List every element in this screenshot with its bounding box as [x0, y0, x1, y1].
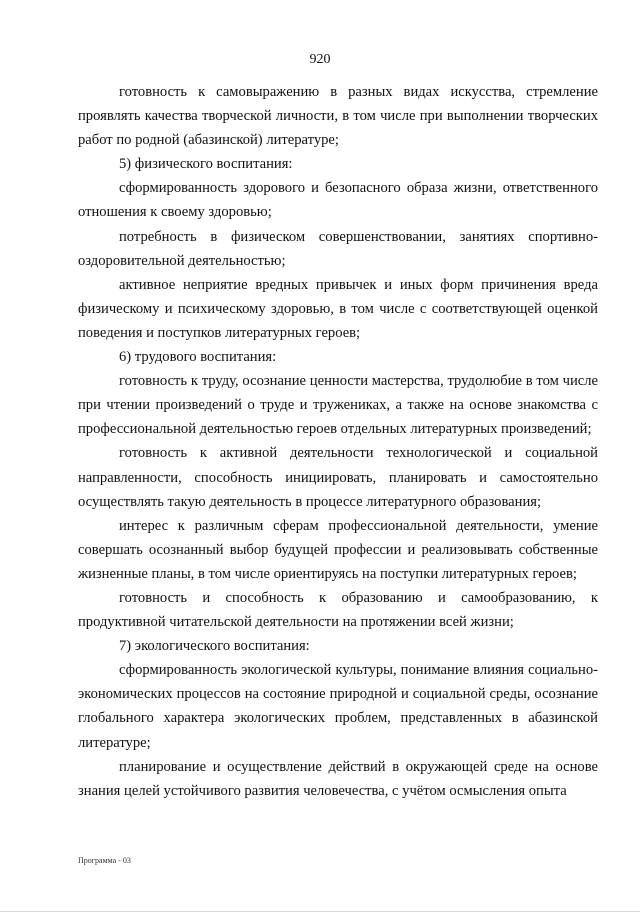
paragraph-physical-improvement: потребность в физическом совершенствовании, занятиях спортивно-оздоровительной деятельностью; [78, 228, 598, 269]
page-number: 920 [309, 52, 331, 67]
heading-ecological-education: 7) экологического воспитания: [119, 638, 310, 655]
paragraph-active-activity: готовность к активной деятельности технологической и социальной направленности, способность инициировать, планировать и самостоятельно осуществлять такую деятельность в процессе литературного образования; [78, 445, 598, 510]
page-footer: Программа - 03 [78, 856, 131, 865]
paragraph-environmental-planning: планирование и осуществление действий в окружающей среде на основе знания целей устойчивого развития человечества, с учётом осмысления опыта [78, 758, 598, 799]
heading-labor-education: 6) трудового воспитания: [119, 349, 277, 366]
document-body [78, 80, 598, 803]
paragraph-healthy-lifestyle: сформированность здорового и безопасного образа жизни, ответственного отношения к своему здоровью; [78, 180, 598, 221]
paragraph-self-education: готовность и способность к образованию и самообразованию, к продуктивной читательской деятельности на протяжении всей жизни; [78, 589, 598, 631]
heading-physical-education: 5) физического воспитания: [119, 156, 293, 173]
bottom-divider [0, 911, 640, 912]
paragraph-artistic-self-expression: готовность к самовыражению в разных видах искусства, стремление проявлять качества творческой личности, в том числе при выполнении творческих работ по родной (абазинской) литературе; [78, 84, 598, 149]
paragraph-professional-interest: интерес к различным сферам профессиональной деятельности, умение совершать осознанный выбор будущей профессии и реализовывать собственные жизненные планы, в том числе ориентируясь на поступки литературных героев; [78, 517, 598, 582]
paragraph-ecological-culture: сформированность экологической культуры, понимание влияния социально-экономических процессов на состояние природной и социальной среды, осознание глобального характера экологических проблем, представленных в абазинской литературе; [78, 662, 598, 751]
paragraph-bad-habits: активное неприятие вредных привычек и иных форм причинения вреда физическому и психическому здоровью, в том числе с соответствующей оценкой поведения и поступков литературных героев; [78, 276, 598, 341]
paragraph-readiness-for-work: готовность к труду, осознание ценности мастерства, трудолюбие в том числе при чтении произведений о труде и тружениках, а также на основе знакомства с профессиональной деятельностью героев отдельных литературных произведений; [78, 373, 598, 438]
